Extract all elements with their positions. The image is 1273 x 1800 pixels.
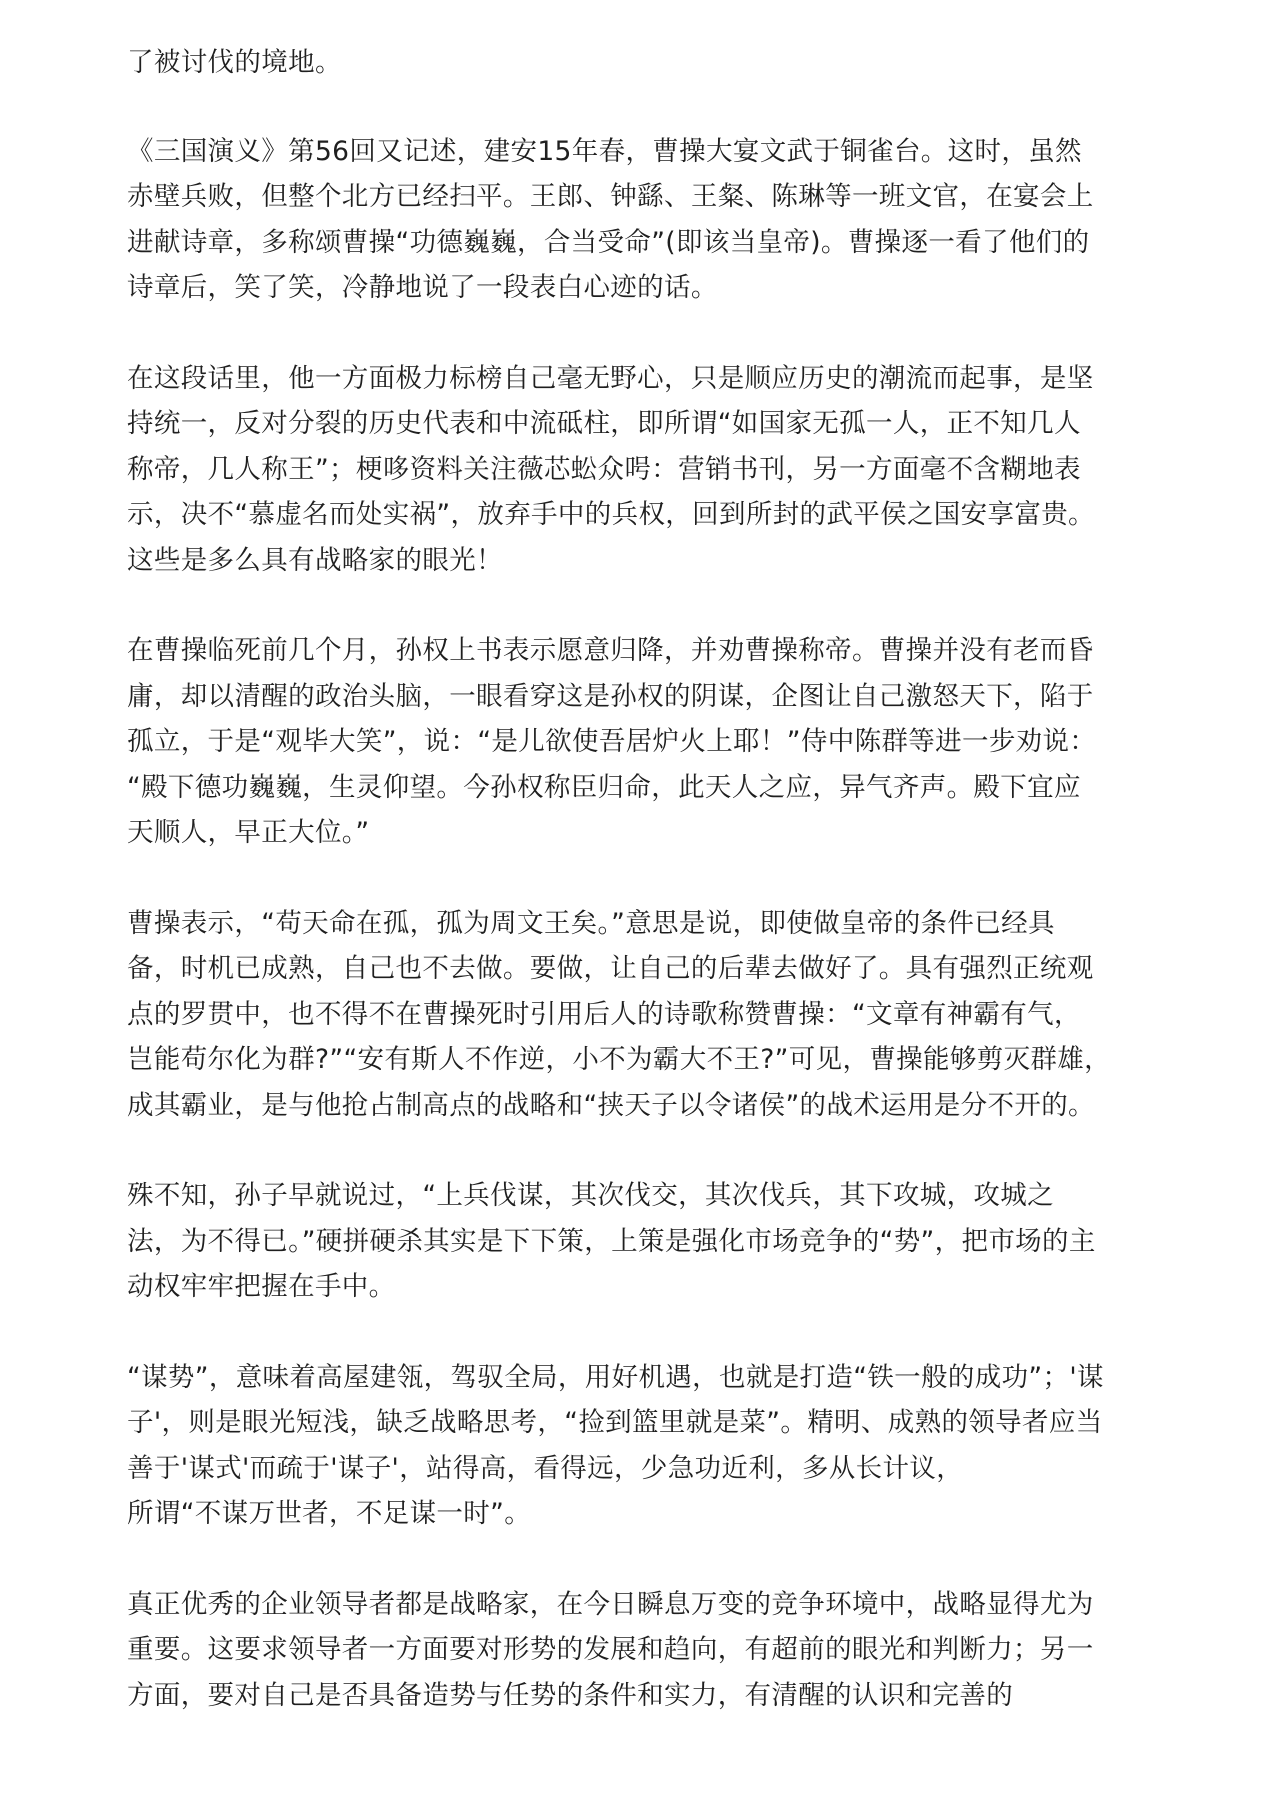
paragraph-5: 曹操表示，“苟天命在孤，孤为周文王矣。”意思是说，即使做皇帝的条件已经具 备，时机已成熟，自己也不去做。要做，让自己的后辈去做好了。具有强烈正统观 点的罗贯中，也不得不在曹操死时引用后人的诗歌称赞曹操：“文章有神霸有气， 岂能苟尔化为群?”“安有斯人不作逆，小不为霸大不王?”可见，曹操能够剪灭群雄， 成其霸业，是与他抢占制高点的战略和“挟天子以令诸侯”的战术运用是分不开的。 <box>127 907 1111 1121</box>
paragraph-2: 《三国演义》第56回又记述，建安15年春，曹操大宴文武于铜雀台。这时，虽然 赤壁兵败，但整个北方已经扫平。王郎、钟繇、王粲、陈琳等一班文官，在宴会上 进献诗章，多称颂曹操“功德巍巍，合当受命”(即该当皇帝)。曹操逐一看了他们的 诗章后，笑了笑，冷静地说了一段表白心迹的话。 <box>127 135 1094 303</box>
paragraph-7: “谋势”，意味着高屋建瓴，驾驭全局，用好机遇，也就是打造“铁一般的成功”；'谋 子'，则是眼光短浅，缺乏战略思考，“捡到篮里就是菜”。精明、成熟的领导者应当 善于'谋式'而疏于'谋子'，站得高，看得远，少急功近利，多从长计议， 所谓“不谋万世者，不足谋一时”。 <box>127 1361 1104 1529</box>
paragraph-3: 在这段话里，他一方面极力标榜自己毫无野心，只是顺应历史的潮流而起事，是坚 持统一，反对分裂的历史代表和中流砥柱，即所谓“如国家无孤一人，正不知几人 称帝，几人称王”；梗哆资料关注薇芯蚣众呺：营销书刊，另一方面毫不含糊地表 示，决不“慕虚名而处实祸”，放弃手中的兵权，回到所封的武平侯之国安享富贵。 这些是多么具有战略家的眼光！ <box>127 362 1095 576</box>
paragraph-6: 殊不知，孙子早就说过，“上兵伐谋，其次伐交，其次伐兵，其下攻城，攻城之 法，为不得已。”硬拼硬杀其实是下下策，上策是强化市场竞争的“势”，把市场的主 动权牢牢把握在手中。 <box>127 1180 1096 1302</box>
article-body <box>127 40 1157 1763</box>
paragraph-8: 真正优秀的企业领导者都是战略家，在今日瞬息万变的竞争环境中，战略显得尤为 重要。这要求领导者一方面要对形势的发展和趋向，有超前的眼光和判断力；另一 方面，要对自己是否具备造势与任势的条件和实力，有清醒的认识和完善的 <box>127 1588 1094 1711</box>
paragraph-1: 了被讨伐的境地。 <box>127 47 342 78</box>
paragraph-4: 在曹操临死前几个月，孙权上书表示愿意归降，并劝曹操称帝。曹操并没有老而昏 庸，却以清醒的政治头脑，一眼看穿这是孙权的阴谋，企图让自己激怒天下，陷于 孤立，于是“观毕大笑”，说：“是儿欲使吾居炉火上耶！”侍中陈群等进一步劝说： “殿下德功巍巍，生灵仰望。今孙权称臣归命，此天人之应，异气齐声。殿下宜应 天顺人，早正大位。” <box>127 635 1097 848</box>
